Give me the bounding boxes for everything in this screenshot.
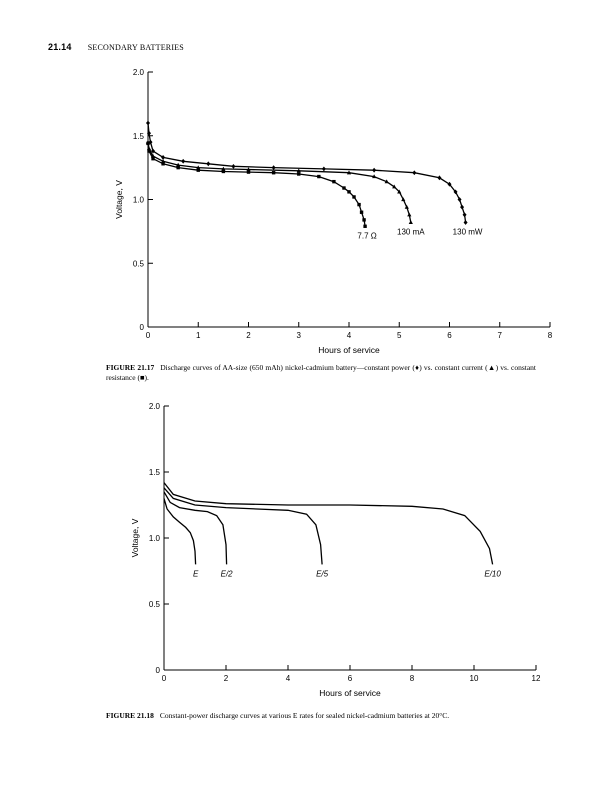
page-number: 21.14 bbox=[48, 42, 72, 52]
x-tick-label: 4 bbox=[285, 674, 291, 683]
data-point-square bbox=[317, 175, 320, 178]
data-point-square bbox=[352, 195, 355, 198]
series-label-0: 7.7 Ω bbox=[357, 231, 377, 241]
x-tick-label: 0 bbox=[145, 331, 151, 340]
x-tick-label: 1 bbox=[196, 331, 201, 340]
figure-caption-text: Constant-power discharge curves at various E rates for sealed nickel-cadmium batteries at 20°C. bbox=[159, 711, 450, 720]
x-tick-label: 0 bbox=[161, 674, 167, 683]
y-axis-label: Voltage, V bbox=[130, 518, 140, 558]
figure-label: FIGURE 21.18 bbox=[106, 711, 154, 720]
series-label-1: E/2 bbox=[220, 569, 233, 579]
data-point-square bbox=[347, 190, 350, 193]
figure-label: FIGURE 21.17 bbox=[106, 363, 155, 372]
y-tick-label: 2.0 bbox=[148, 402, 160, 411]
data-point-square bbox=[360, 211, 363, 214]
y-tick-label: 0 bbox=[139, 323, 144, 332]
data-point-diamond bbox=[272, 165, 276, 170]
y-tick-label: 0 bbox=[155, 666, 160, 675]
series-label-2: 130 mW bbox=[452, 227, 483, 237]
x-axis-label: Hours of service bbox=[319, 688, 381, 698]
data-point-diamond bbox=[146, 121, 150, 126]
x-tick-label: 6 bbox=[447, 331, 452, 340]
y-tick-label: 1.5 bbox=[132, 131, 144, 141]
x-tick-label: 2 bbox=[246, 331, 251, 340]
data-point-triangle bbox=[409, 220, 413, 224]
data-point-diamond bbox=[206, 161, 210, 166]
y-tick-label: 0.5 bbox=[132, 259, 144, 269]
series-label-2: E/5 bbox=[316, 569, 329, 579]
data-point-diamond bbox=[322, 167, 326, 172]
data-point-square bbox=[332, 180, 335, 183]
series-label-0: E bbox=[192, 569, 199, 579]
data-point-diamond bbox=[463, 212, 467, 217]
data-point-diamond bbox=[437, 175, 441, 180]
data-point-square bbox=[362, 218, 365, 221]
series-line-1 bbox=[148, 142, 411, 222]
data-point-square bbox=[357, 203, 360, 206]
data-point-square bbox=[363, 225, 366, 228]
x-tick-label: 3 bbox=[296, 331, 301, 340]
data-point-square bbox=[297, 172, 300, 175]
series-line-2 bbox=[148, 123, 466, 222]
data-point-diamond bbox=[372, 168, 376, 173]
series-label-3: E/10 bbox=[484, 569, 501, 579]
data-point-triangle bbox=[407, 213, 411, 217]
figure-caption-21-18 bbox=[106, 711, 536, 721]
series-line-3 bbox=[164, 483, 493, 565]
data-point-diamond bbox=[460, 205, 464, 210]
x-tick-label: 10 bbox=[469, 674, 479, 683]
x-axis-label: Hours of service bbox=[318, 345, 380, 355]
x-tick-label: 8 bbox=[547, 331, 553, 340]
figure-caption-21-17 bbox=[106, 363, 536, 383]
x-tick-label: 4 bbox=[346, 331, 352, 340]
y-tick-label: 1.0 bbox=[132, 195, 144, 205]
y-tick-label: 1.5 bbox=[148, 468, 160, 477]
x-tick-label: 12 bbox=[531, 674, 541, 683]
data-point-square bbox=[272, 171, 275, 174]
figure-caption-text: Discharge curves of AA-size (650 mAh) nickel-cadmium battery—constant power (♦) vs. constant current (▲) vs. constant resistance (■). bbox=[106, 363, 536, 382]
y-tick-label: 0.5 bbox=[148, 600, 160, 609]
data-point-diamond bbox=[231, 164, 235, 169]
data-point-diamond bbox=[412, 170, 416, 175]
x-tick-label: 5 bbox=[397, 331, 402, 340]
x-tick-label: 2 bbox=[223, 674, 229, 683]
y-tick-label: 2.0 bbox=[132, 68, 144, 77]
data-point-diamond bbox=[161, 155, 165, 160]
data-point-square bbox=[342, 186, 345, 189]
y-axis-label: Voltage, V bbox=[114, 180, 124, 219]
running-head: SECONDARY BATTERIES bbox=[87, 43, 184, 52]
series-label-1: 130 mA bbox=[397, 227, 425, 237]
data-point-diamond bbox=[181, 159, 185, 164]
running-header bbox=[48, 42, 184, 52]
x-tick-label: 6 bbox=[347, 674, 353, 683]
y-tick-label: 1.0 bbox=[148, 534, 160, 543]
x-tick-label: 7 bbox=[497, 331, 502, 340]
x-tick-label: 8 bbox=[409, 674, 415, 683]
series-line-0 bbox=[148, 143, 365, 226]
chart-fig-21-18 bbox=[0, 398, 597, 698]
chart-fig-21-17 bbox=[0, 60, 597, 360]
data-point-diamond bbox=[464, 220, 468, 225]
